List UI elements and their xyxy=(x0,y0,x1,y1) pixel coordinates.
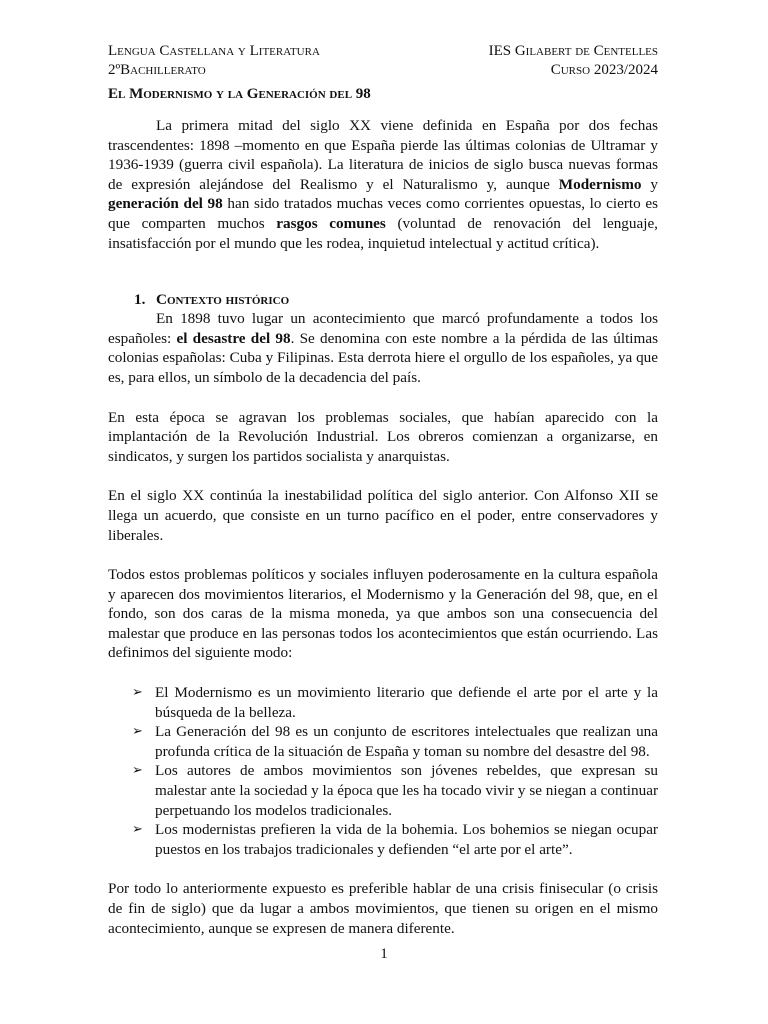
intro-text-3: han sido tratados muchas veces como corrientes opuestas, lo cierto es que comparten muchos xyxy=(108,195,659,232)
bullet-list xyxy=(108,683,658,859)
arrow-bullet-icon: ➢ xyxy=(132,724,143,740)
list-item xyxy=(108,820,658,859)
intro-paragraph xyxy=(108,116,658,253)
list-item xyxy=(108,683,658,722)
section-paragraph-5: Por todo lo anteriormente expuesto es preferible hablar de una crisis finisecular (o crisis de fin de siglo) que da lugar a ambos movimientos, que tienen su origen en el mismo acontecimiento, aunque se expresen de manera diferente. xyxy=(108,880,658,937)
section-paragraph-3: En el siglo XX continúa la inestabilidad política del siglo anterior. Con Alfonso XII se llega un acuerdo, que consiste en un turno pacífico en el poder, entre conservadores y liberales. xyxy=(108,487,658,544)
section-title: Contexto histórico xyxy=(156,291,290,309)
page-header xyxy=(108,42,658,80)
course-level: 2ºBachillerato xyxy=(108,62,206,78)
section-paragraph-1 xyxy=(108,309,658,387)
section-heading xyxy=(134,290,658,309)
arrow-bullet-icon: ➢ xyxy=(132,685,143,701)
p1-text-2: . Se denomina con este nombre a la pérdida de las últimas colonias españolas: Cuba y Filipinas. Esta derrota hiere el orgullo de los españoles, ya que es, para ellos, un símbolo de la decadencia del país. xyxy=(108,329,658,386)
school-name: IES Gilabert de Centelles xyxy=(488,43,658,59)
p1-bold-desastre: el desastre del 98 xyxy=(176,329,291,347)
section-paragraph-4: Todos estos problemas políticos y sociales influyen poderosamente en la cultura española y aparecen dos movimientos literarios, el Modernismo y la Generación del 98, que, en el fondo, son dos caras de la misma moneda, ya que ambos son una consecuencia del malestar que produce en las personas todos los acontecimientos que están ocurriendo. Las definimos del siguiente modo: xyxy=(108,566,658,662)
list-item xyxy=(108,722,658,761)
intro-bold-modernismo: Modernismo xyxy=(558,175,642,193)
academic-year: Curso 2023/2024 xyxy=(550,62,658,78)
section-paragraph-2: En esta época se agravan los problemas sociales, que habían aparecido con la implantación de la Revolución Industrial. Los obreros comienzan a organizarse, en sindicatos, y surgen los partidos socialista y anarquistas. xyxy=(108,408,658,465)
intro-bold-generacion: generación del 98 xyxy=(108,195,223,213)
page-number: 1 xyxy=(380,946,388,962)
p1-text-1: En 1898 tuvo lugar un acontecimiento que marcó profundamente a todos los españoles: xyxy=(108,310,658,347)
section-number: 1. xyxy=(134,291,146,309)
document-title: El Modernismo y la Generación del 98 xyxy=(108,86,371,102)
list-item-text: Los autores de ambos movimientos son jóvenes rebeldes, que expresan su malestar ante la sociedad y la época que les ha tocado vivir y se niegan a continuar perpetuando los modelos tradicionales. xyxy=(155,762,658,819)
list-item-text: El Modernismo es un movimiento literario que defiende el arte por el arte y la búsqueda de la belleza. xyxy=(155,684,658,721)
arrow-bullet-icon: ➢ xyxy=(132,822,143,838)
document-body xyxy=(108,116,658,938)
intro-text-2: y xyxy=(641,175,658,193)
intro-bold-rasgos: rasgos comunes xyxy=(276,214,386,232)
subject-name: Lengua Castellana y Literatura xyxy=(108,43,320,59)
intro-text-1: La primera mitad del siglo XX viene definida en España por dos fechas trascendentes: 1898 –momento en que España pierde las últimas colonias de Ultramar y 1936-1939 (guerra civil española). La literatura de inicios de siglo busca nuevas formas de expresión alejándose del Realismo y el Naturalismo y, aunque xyxy=(108,117,658,193)
list-item-text: Los modernistas prefieren la vida de la bohemia. Los bohemios se niegan ocupar puestos en los trabajos tradicionales y defienden “el arte por el arte”. xyxy=(155,821,658,858)
list-item xyxy=(108,761,658,820)
list-item-text: La Generación del 98 es un conjunto de escritores intelectuales que realizan una profunda crítica de la situación de España y toman su nombre del desastre del 98. xyxy=(155,723,658,760)
arrow-bullet-icon: ➢ xyxy=(132,763,143,779)
intro-text-4: (voluntad de renovación del lenguaje, insatisfacción por el mundo que les rodea, inquietud intelectual y actitud crítica). xyxy=(108,214,658,252)
